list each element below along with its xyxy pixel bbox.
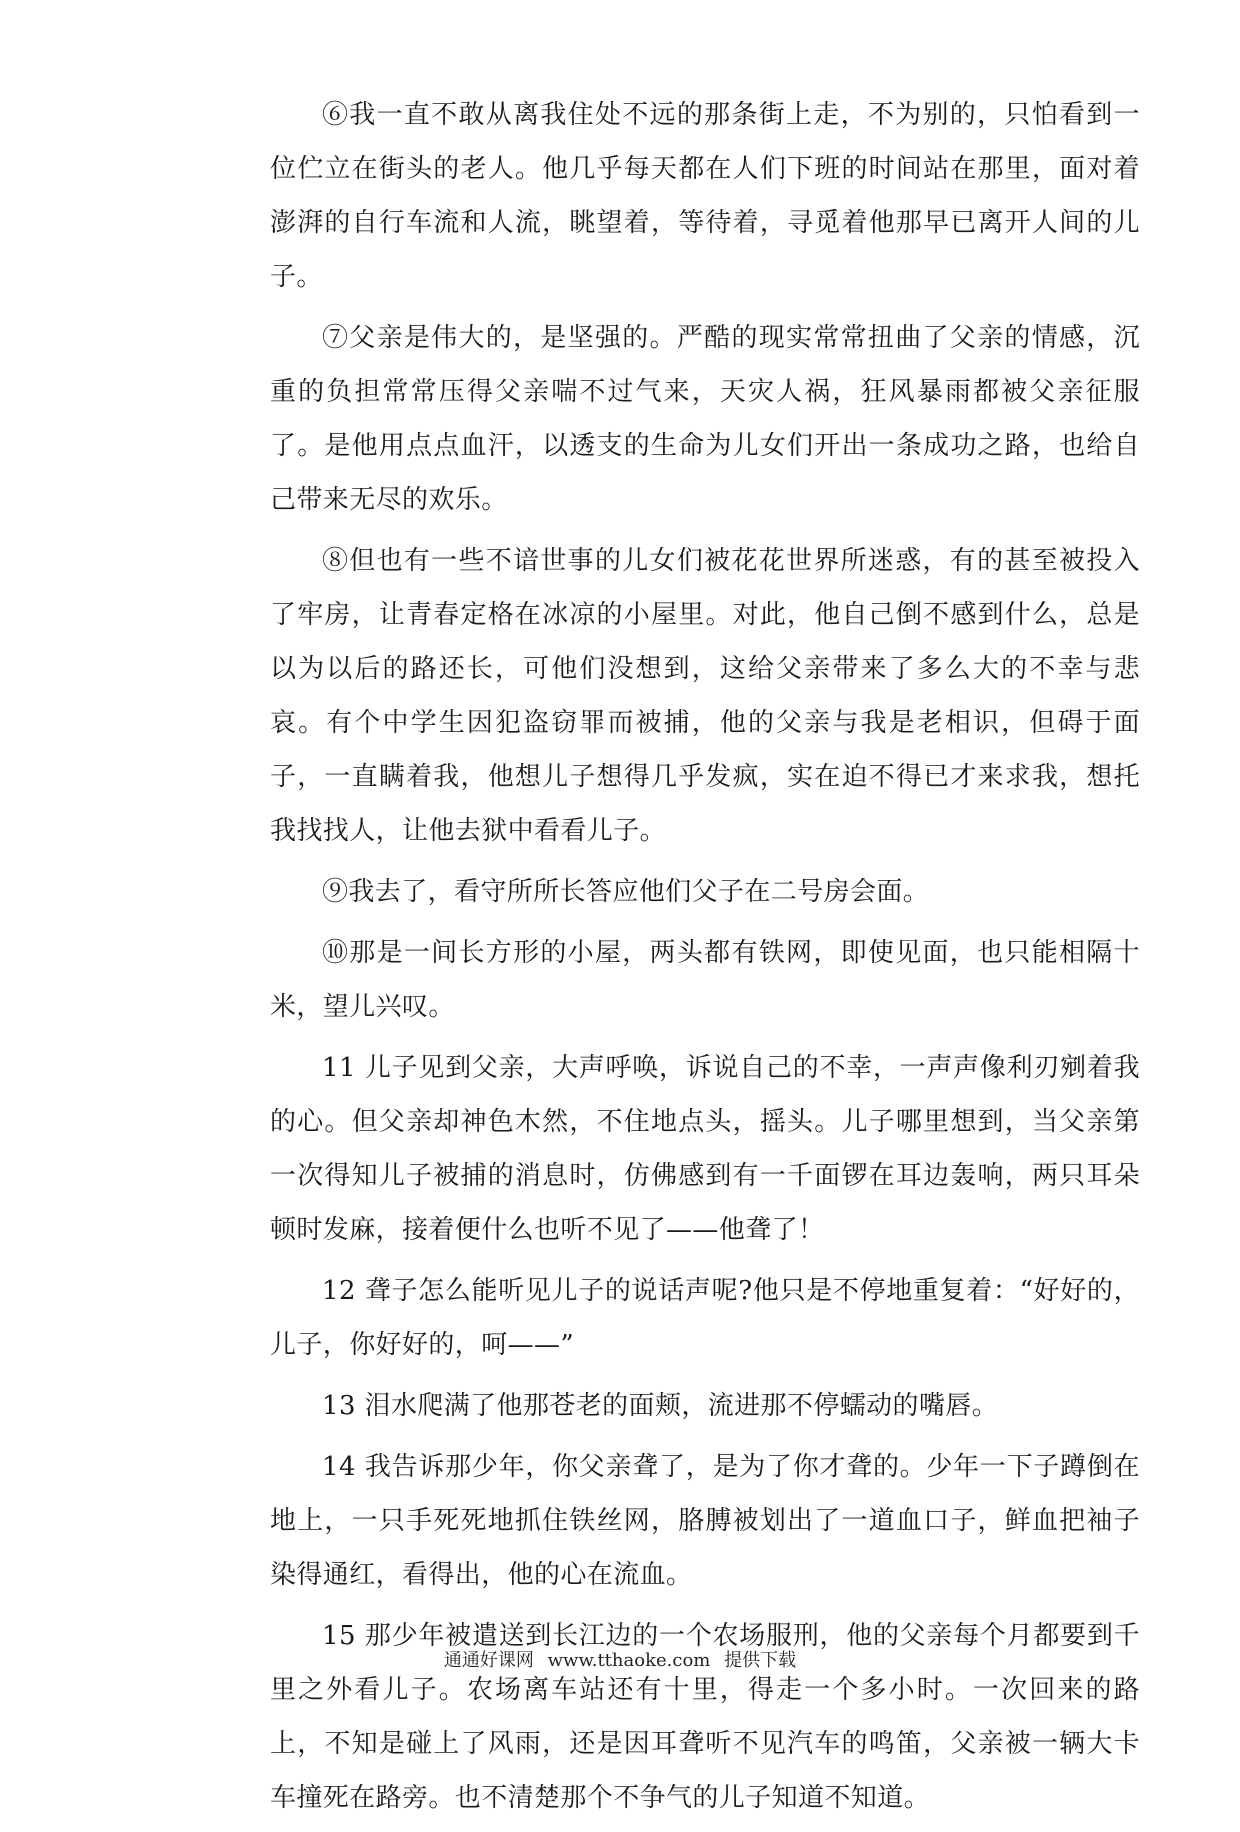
footer-url: www.tthaoke.com: [547, 1650, 711, 1671]
page-footer: [0, 1646, 1240, 1672]
footer-suffix: 提供下载: [724, 1650, 797, 1671]
paragraph-8: ⑧但也有一些不谙世事的儿女们被花花世界所迷惑，有的甚至被投入了牢房，让青春定格在冰凉的小屋里。对此，他自己倒不感到什么，总是以为以后的路还长，可他们没想到，这给父亲带来了多么大的不幸与悲哀。有个中学生因犯盗窃罪而被捕，他的父亲与我是老相识，但碍于面子，一直瞒着我，他想儿子想得几乎发疯，实在迫不得已才来求我，想托我找找人，让他去狱中看看儿子。: [270, 546, 1140, 846]
paragraph-14: 14 我告诉那少年，你父亲聋了，是为了你才聋的。少年一下子蹲倒在地上，一只手死死地抓住铁丝网，胳膊被划出了一道血口子，鲜血把袖子染得通红，看得出，他的心在流血。: [270, 1452, 1140, 1590]
paragraph-10: ⑩那是一间长方形的小屋，两头都有铁网，即使见面，也只能相隔十米，望儿兴叹。: [270, 938, 1140, 1022]
paragraph-12: 12 聋子怎么能听见儿子的说话声呢?他只是不停地重复着：“好好的，儿子，你好好的，呵——”: [270, 1276, 1140, 1360]
footer-site-name: 通通好课网: [443, 1650, 534, 1671]
paragraph-13: 13 泪水爬满了他那苍老的面颊，流进那不停蠕动的嘴唇。: [322, 1391, 999, 1421]
paragraph-7: ⑦父亲是伟大的，是坚强的。严酷的现实常常扭曲了父亲的情感，沉重的负担常常压得父亲喘不过气来，天灾人祸，狂风暴雨都被父亲征服了。是他用点点血汗，以透支的生命为儿女们开出一条成功之路，也给自己带来无尽的欢乐。: [270, 323, 1140, 515]
paragraph-15: 15 那少年被遣送到长江边的一个农场服刑，他的父亲每个月都要到千里之外看儿子。农场离车站还有十里，得走一个多小时。一次回来的路上，不知是碰上了风雨，还是因耳聋听不见汽车的鸣笛，父亲被一辆大卡车撞死在路旁。也不清楚那个不争气的儿子知道不知道。: [270, 1621, 1140, 1813]
paragraph-11: 11 儿子见到父亲，大声呼唤，诉说自己的不幸，一声声像利刃剜着我的心。但父亲却神色木然，不住地点头，摇头。儿子哪里想到，当父亲第一次得知儿子被捕的消息时，仿佛感到有一千面锣在耳边轰响，两只耳朵顿时发麻，接着便什么也听不见了——他聋了！: [270, 1053, 1140, 1245]
document-body: [270, 88, 1140, 1832]
paragraph-9: ⑨我去了，看守所所长答应他们父子在二号房会面。: [322, 877, 930, 907]
paragraph-6: ⑥我一直不敢从离我住处不远的那条街上走，不为别的，只怕看到一位伫立在街头的老人。他几乎每天都在人们下班的时间站在那里，面对着澎湃的自行车流和人流，眺望着，等待着，寻觅着他那早已离开人间的儿子。: [270, 100, 1140, 292]
